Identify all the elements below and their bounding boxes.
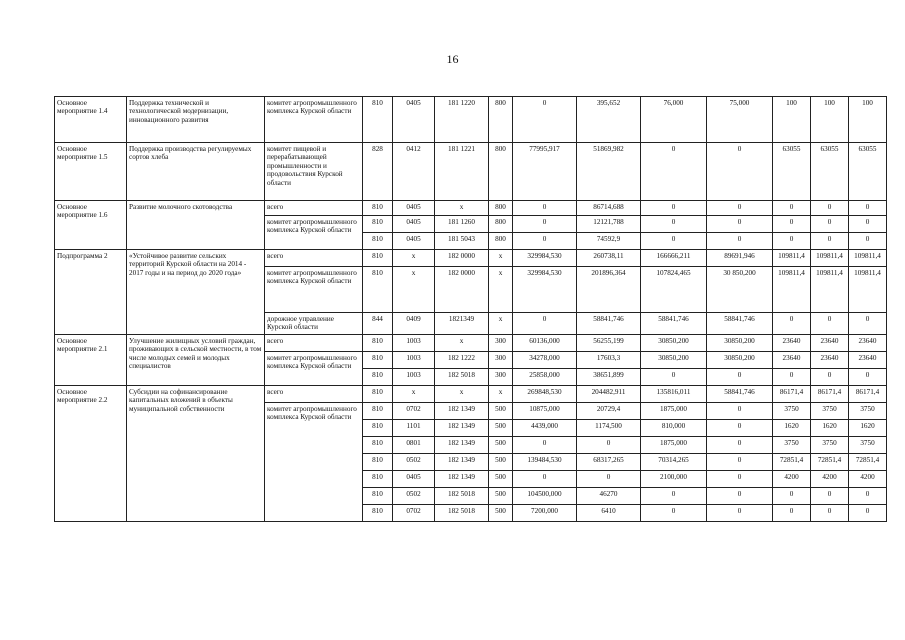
table-cell: х [435,201,489,216]
table-cell: 10875,000 [513,402,577,419]
table-cell: 300 [489,368,513,385]
table-cell: 17603,3 [577,351,641,368]
table-cell: 0405 [393,97,435,143]
table-cell: 0 [773,368,811,385]
table-cell: 0 [811,233,849,250]
table-cell: 500 [489,453,513,470]
table-cell: 300 [489,334,513,351]
table-cell: 58841,746 [707,385,773,402]
table-cell: 0 [641,368,707,385]
table-row [55,250,887,267]
table-cell: 0 [773,216,811,233]
table-cell: 109811,4 [849,250,887,267]
table-cell: 810 [363,487,393,504]
table-cell: 51869,982 [577,143,641,201]
table-cell: 0 [513,233,577,250]
table-cell: 0 [773,487,811,504]
table-cell: 109811,4 [773,267,811,313]
table-cell: комитет агропромышленного комплекса Курской области [265,351,363,385]
table-cell: 182 5018 [435,504,489,521]
table-cell: 810 [363,334,393,351]
table-cell: 23640 [811,351,849,368]
table-cell: 0502 [393,453,435,470]
table-cell: 0 [811,487,849,504]
table-cell: 58841,746 [577,313,641,335]
table-cell: 0 [513,313,577,335]
table-cell: 0 [707,233,773,250]
table-cell: 810 [363,402,393,419]
table-cell: 3750 [773,402,811,419]
table-cell: 30850,200 [707,351,773,368]
table-cell: 329984,530 [513,250,577,267]
table-cell: 182 1222 [435,351,489,368]
table-cell: 182 1349 [435,402,489,419]
table-cell: 3750 [811,436,849,453]
table-cell: 0 [707,143,773,201]
table-cell: 260738,11 [577,250,641,267]
table-cell: 74592,9 [577,233,641,250]
table-cell: 4200 [811,470,849,487]
table-cell: 182 0000 [435,250,489,267]
table-cell: 0 [811,368,849,385]
table-cell: 0 [773,313,811,335]
table-cell: 46270 [577,487,641,504]
table-cell: 181 1260 [435,216,489,233]
table-cell: 800 [489,216,513,233]
table-cell: 0 [641,216,707,233]
table-cell: 23640 [849,351,887,368]
table-cell: комитет пищевой и перерабатывающей промышленности и продовольствия Курской области [265,143,363,201]
table-cell: 0 [513,97,577,143]
table-cell: 0 [849,201,887,216]
table-cell: 63055 [849,143,887,201]
table-cell: х [489,267,513,313]
table-cell: 23640 [773,334,811,351]
table-cell: 86171,4 [849,385,887,402]
table-cell: 0 [641,487,707,504]
table-cell: 100 [849,97,887,143]
table-cell: 1875,000 [641,402,707,419]
table-cell: 25858,000 [513,368,577,385]
table-cell: 70314,265 [641,453,707,470]
table-cell: 810 [363,250,393,267]
table-cell: 109811,4 [811,250,849,267]
table-cell: 12121,788 [577,216,641,233]
table-cell: 182 1349 [435,419,489,436]
table-row [55,334,887,351]
table-cell: комитет агропромышленного комплекса Курской области [265,97,363,143]
table-cell: 0412 [393,143,435,201]
table-cell: 0405 [393,216,435,233]
table-cell: 500 [489,504,513,521]
table-cell: 800 [489,233,513,250]
table-cell: 0702 [393,504,435,521]
table-cell: 30850,200 [641,334,707,351]
table-cell: 0 [811,504,849,521]
table-cell: Поддержка технической и технологической модернизации, инновационного развития [127,97,265,143]
table-cell: 182 0000 [435,267,489,313]
table-cell: 86714,688 [577,201,641,216]
table-cell: 139484,530 [513,453,577,470]
table-cell: 63055 [811,143,849,201]
table-cell: 0409 [393,313,435,335]
page-number: 16 [446,52,459,66]
table-cell: 3750 [811,402,849,419]
table-cell: 810 [363,97,393,143]
table-cell: 0405 [393,470,435,487]
table-cell: всего [265,201,363,216]
table-cell: 0 [707,419,773,436]
table-cell: Развитие молочного скотоводства [127,201,265,250]
table-cell: 0 [707,402,773,419]
table-cell: 1003 [393,351,435,368]
table-cell: 0 [773,201,811,216]
table-cell: х [435,385,489,402]
table-cell: 68317,265 [577,453,641,470]
table-cell: 828 [363,143,393,201]
table-cell: 0 [849,487,887,504]
table-cell: 0 [811,216,849,233]
table-cell: 810 [363,385,393,402]
table-cell: 0405 [393,201,435,216]
table-cell: 1875,000 [641,436,707,453]
table-cell: Основное мероприятие 1.5 [55,143,127,201]
table-cell: 500 [489,402,513,419]
table-cell: х [489,313,513,335]
table-cell: 1620 [811,419,849,436]
table-cell: 104500,000 [513,487,577,504]
table-cell: Улучшение жилищных условий граждан, проживающих в сельской местности, в том числе молодых семей и молодых специалистов [127,334,265,385]
table-cell: х [489,385,513,402]
table-cell: 1821349 [435,313,489,335]
table-cell: 100 [773,97,811,143]
table-cell: 2100,000 [641,470,707,487]
table-row [55,385,887,402]
table-row [55,143,887,201]
table-cell: 0 [577,470,641,487]
table-cell: 30850,200 [707,334,773,351]
table-cell: 182 1349 [435,436,489,453]
table-cell: 135816,011 [641,385,707,402]
table-cell: Субсидии на софинансирование капитальных вложений в объекты муниципальной собственности [127,385,265,521]
table-cell: 4200 [773,470,811,487]
table-cell: 800 [489,143,513,201]
table-cell: 181 1221 [435,143,489,201]
table-cell: 810 [363,216,393,233]
table-cell: 77995,917 [513,143,577,201]
table-cell: всего [265,250,363,267]
table-cell: 30850,200 [641,351,707,368]
table-cell: 3750 [773,436,811,453]
table-cell: 1003 [393,334,435,351]
table-cell: 181 1220 [435,97,489,143]
table-cell: 1620 [773,419,811,436]
table-cell: 0 [641,201,707,216]
table-cell: 0405 [393,233,435,250]
table-cell: 810 [363,504,393,521]
table-cell: 0 [811,201,849,216]
table-cell: 300 [489,351,513,368]
table-cell: 810 [363,351,393,368]
table-cell: 107824,465 [641,267,707,313]
table-cell: 76,000 [641,97,707,143]
table-cell: 0 [773,233,811,250]
table-cell: 0 [577,436,641,453]
table-cell: 20729,4 [577,402,641,419]
table-cell: х [489,250,513,267]
table-cell: 182 1349 [435,470,489,487]
table-cell: 166666,211 [641,250,707,267]
table-cell: 182 5018 [435,368,489,385]
table-cell: 0 [707,216,773,233]
table-cell: 810 [363,368,393,385]
table-cell: 100 [811,97,849,143]
table-cell: 23640 [773,351,811,368]
table-cell: 1101 [393,419,435,436]
table-cell: 0 [513,470,577,487]
table-cell: 72851,4 [849,453,887,470]
table-cell: 38651,899 [577,368,641,385]
table-cell: 0 [849,504,887,521]
table-cell: 0 [641,504,707,521]
table-cell: х [435,334,489,351]
table-cell: 109811,4 [811,267,849,313]
table-cell: 810 [363,470,393,487]
table-row [55,97,887,143]
table-cell: 0 [849,313,887,335]
table-cell: Основное мероприятие 2.2 [55,385,127,521]
table-cell: 109811,4 [773,250,811,267]
table-cell: х [393,385,435,402]
table-cell: 500 [489,419,513,436]
table-cell: комитет агропромышленного комплекса Курской области [265,216,363,250]
table-cell: 0801 [393,436,435,453]
table-cell: 0 [641,233,707,250]
table-cell: 182 5018 [435,487,489,504]
table-cell: 181 5043 [435,233,489,250]
table-cell: 800 [489,201,513,216]
table-cell: 810 [363,453,393,470]
table-cell: 86171,4 [773,385,811,402]
table-cell: 844 [363,313,393,335]
table-cell: 0 [707,504,773,521]
table-cell: 0 [707,436,773,453]
table-cell: 6410 [577,504,641,521]
table-cell: 0 [707,453,773,470]
table-cell: 3750 [849,436,887,453]
table-cell: комитет агропромышленного комплекса Курской области [265,402,363,521]
table-cell: 0 [849,233,887,250]
table-cell: 269848,530 [513,385,577,402]
table-cell: 72851,4 [773,453,811,470]
table-cell: 58841,746 [641,313,707,335]
table-cell: 0 [811,313,849,335]
table-cell: 810 [363,267,393,313]
table-cell: 23640 [811,334,849,351]
budget-table [54,96,887,522]
table-cell: 0 [513,216,577,233]
table-cell: 0 [513,201,577,216]
table-cell: Основное мероприятие 1.4 [55,97,127,143]
table-cell: Основное мероприятие 2.1 [55,334,127,385]
table-cell: 800 [489,97,513,143]
table-cell: 4200 [849,470,887,487]
table-cell: Поддержка производства регулируемых сортов хлеба [127,143,265,201]
table-cell: 0 [707,368,773,385]
table-cell: Основное мероприятие 1.6 [55,201,127,250]
table-cell: х [393,267,435,313]
table-cell: 3750 [849,402,887,419]
table-cell: 0 [773,504,811,521]
table-cell: 0 [707,201,773,216]
table-cell: 72851,4 [811,453,849,470]
table-cell: 810 [363,436,393,453]
table-cell: 810,000 [641,419,707,436]
table-cell: 1620 [849,419,887,436]
table-cell: 500 [489,487,513,504]
table-cell: 0502 [393,487,435,504]
table-cell: 204482,911 [577,385,641,402]
table-row [55,201,887,216]
table-cell: 182 1349 [435,453,489,470]
table-cell: «Устойчивое развитие сельских территорий Курской области на 2014 - 2017 годы и на период до 2020 года» [127,250,265,335]
table-cell: 329984,530 [513,267,577,313]
table-cell: 0 [513,436,577,453]
table-cell: дорожное управление Курской области [265,313,363,335]
table-cell: 75,000 [707,97,773,143]
table-cell: 395,652 [577,97,641,143]
table-cell: 4439,000 [513,419,577,436]
table-cell: 500 [489,436,513,453]
table-cell: 109811,4 [849,267,887,313]
table-cell: 56255,199 [577,334,641,351]
table-cell: 7200,000 [513,504,577,521]
table-cell: 34278,000 [513,351,577,368]
table-cell: 1174,500 [577,419,641,436]
table-cell: 810 [363,419,393,436]
table-cell: Подпрограмма 2 [55,250,127,335]
table-cell: 201896,364 [577,267,641,313]
table-cell: 0 [849,368,887,385]
table-cell: 89691,946 [707,250,773,267]
table-cell: 58841,746 [707,313,773,335]
table-cell: 86171,4 [811,385,849,402]
table-cell: х [393,250,435,267]
table-cell: 810 [363,201,393,216]
table-cell: всего [265,385,363,402]
table-cell: 500 [489,470,513,487]
table-cell: 63055 [773,143,811,201]
table-cell: 0 [707,470,773,487]
table-cell: 60136,000 [513,334,577,351]
table-cell: всего [265,334,363,351]
table-cell: 810 [363,233,393,250]
table-cell: 30 850,200 [707,267,773,313]
table-cell: комитет агропромышленного комплекса Курской области [265,267,363,313]
table-cell: 1003 [393,368,435,385]
table-cell: 0 [707,487,773,504]
table-cell: 0 [641,143,707,201]
table-cell: 0 [849,216,887,233]
table-cell: 23640 [849,334,887,351]
table-cell: 0702 [393,402,435,419]
